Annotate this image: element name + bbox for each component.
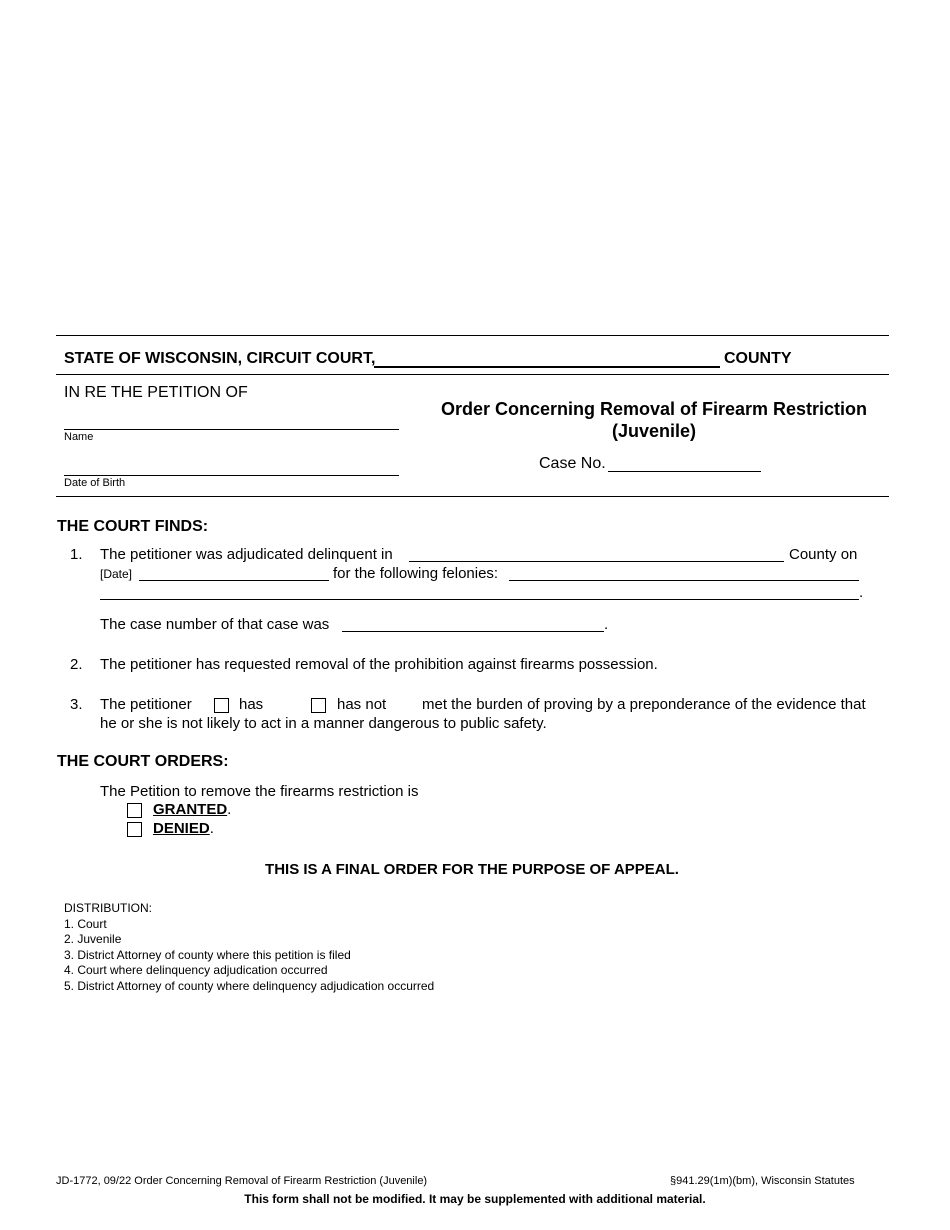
denied-label: DENIED [153,820,210,837]
finding-3-petitioner: The petitioner [100,696,192,713]
form-id: JD-1772, 09/22 Order Concerning Removal of Firearm Restriction (Juvenile) [56,1175,428,1187]
finding-3-number: 3. [70,696,83,713]
county-on-label: County on [789,546,858,563]
case-no-label: Case No. [539,455,606,472]
granted-label: GRANTED [153,801,228,818]
final-order-notice: THIS IS A FINAL ORDER FOR THE PURPOSE OF APPEAL. [265,861,679,878]
finding-3-text-b: he or she is not likely to act in a manner dangerous to public safety. [100,715,547,732]
county-name-field[interactable] [374,366,720,368]
has-not-checkbox[interactable] [311,698,326,713]
date-label: [Date] [100,567,133,581]
finding-2-text: The petitioner has requested removal of the prohibition against firearms possession. [100,656,658,673]
case-number-period: . [604,616,609,633]
granted-option [153,801,231,818]
statute-reference: §941.29(1m)(bm), Wisconsin Statutes [670,1175,855,1187]
distribution-heading: DISTRIBUTION: [64,901,153,915]
caption-top-rule [56,335,889,336]
case-number-text: The case number of that case was [100,616,330,633]
granted-period: . [227,801,232,818]
adjudication-county-field[interactable] [409,561,784,562]
distribution-item: 1. Court [64,916,107,931]
caption-second-rule [56,374,889,375]
petition-text: The Petition to remove the firearms restriction is [100,783,419,800]
has-label: has [239,696,264,713]
distribution-item: 5. District Attorney of county where delinquency adjudication occurred [64,978,435,993]
document-title [420,398,888,442]
finding-1-number: 1. [70,546,83,563]
felonies-field-line1[interactable] [509,580,859,581]
in-re-label: IN RE THE PETITION OF [64,384,248,401]
case-no-field[interactable] [608,471,761,472]
modification-notice: This form shall not be modified. It may be supplemented with additional material. [244,1192,706,1206]
felonies-field-line2[interactable] [100,599,859,600]
document-title-line1: Order Concerning Removal of Firearm Restriction [440,399,868,419]
distribution-item: 2. Juvenile [64,932,122,947]
document-title-line2: (Juvenile) [611,421,697,441]
distribution-item: 3. District Attorney of county where this petition is filed [64,947,351,962]
court-orders-heading: THE COURT ORDERS: [57,753,229,770]
distribution-block [64,901,434,995]
petitioner-name-field[interactable] [64,429,399,430]
caption-bottom-rule [56,496,889,497]
granted-checkbox[interactable] [127,803,142,818]
name-label: Name [64,431,94,443]
denied-option [153,820,214,837]
prior-case-number-field[interactable] [342,631,604,632]
denied-checkbox[interactable] [127,822,142,837]
finding-1-text: The petitioner was adjudicated delinquent in [100,546,393,563]
has-checkbox[interactable] [214,698,229,713]
felonies-label: for the following felonies: [333,565,499,582]
court-finds-heading: THE COURT FINDS: [57,518,209,535]
county-label: COUNTY [724,350,792,367]
felonies-period: . [859,584,864,601]
denied-period: . [209,820,214,837]
date-of-birth-field[interactable] [64,475,399,476]
finding-2-number: 2. [70,656,83,673]
state-court-label: STATE OF WISCONSIN, CIRCUIT COURT, [64,350,376,367]
finding-3-text-a: met the burden of proving by a preponderance of the evidence that [422,696,866,713]
date-of-birth-label: Date of Birth [64,477,126,489]
distribution-item: 4. Court where delinquency adjudication occurred [64,963,328,978]
adjudication-date-field[interactable] [139,580,329,581]
has-not-label: has not [337,696,387,713]
